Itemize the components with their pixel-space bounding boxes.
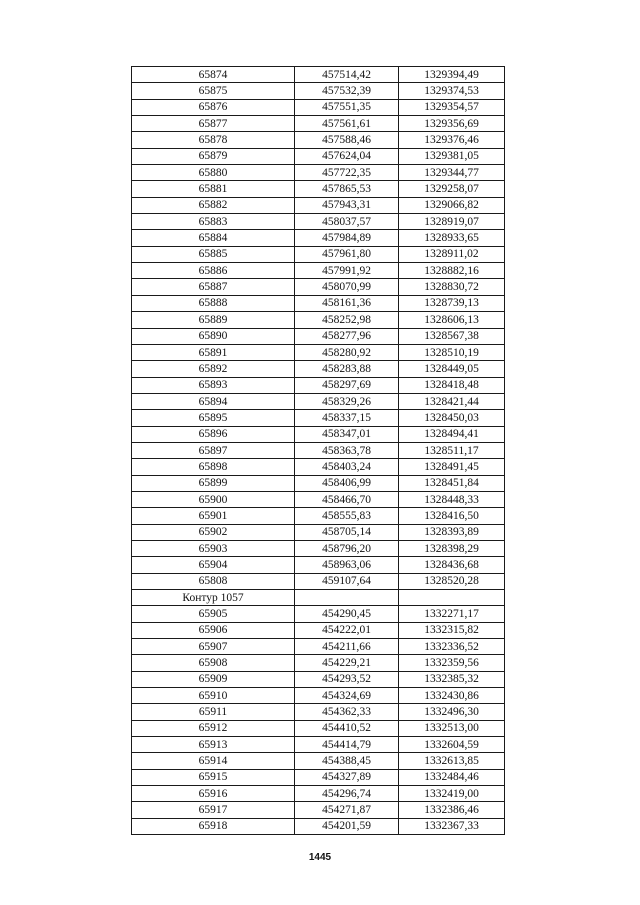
- y-coordinate-cell: 1332336,52: [399, 639, 505, 655]
- y-coordinate-cell: 1328451,84: [399, 475, 505, 491]
- table-row: [132, 116, 505, 132]
- table-row: [132, 344, 505, 360]
- x-coordinate-cell: 458277,96: [295, 328, 399, 344]
- x-coordinate-cell: 457961,80: [295, 246, 399, 262]
- table-row: [132, 393, 505, 409]
- y-coordinate-cell: 1328830,72: [399, 279, 505, 295]
- point-number-cell: 65889: [132, 312, 295, 328]
- y-coordinate-cell: 1328911,02: [399, 246, 505, 262]
- point-number-cell: 65901: [132, 508, 295, 524]
- point-number-cell: 65910: [132, 688, 295, 704]
- table-row: [132, 639, 505, 655]
- table-row: [132, 83, 505, 99]
- x-coordinate-cell: 458037,57: [295, 214, 399, 230]
- table-row: [132, 491, 505, 507]
- y-coordinate-cell: 1329066,82: [399, 197, 505, 213]
- point-number-cell: 65880: [132, 165, 295, 181]
- table-row: [132, 214, 505, 230]
- point-number-cell: 65881: [132, 181, 295, 197]
- point-number-cell: 65882: [132, 197, 295, 213]
- table-row: [132, 688, 505, 704]
- y-coordinate-cell: 1329354,57: [399, 99, 505, 115]
- table-row: [132, 246, 505, 262]
- y-coordinate-cell: 1328520,28: [399, 573, 505, 589]
- table-row: [132, 132, 505, 148]
- point-number-cell: 65917: [132, 802, 295, 818]
- table-row: [132, 786, 505, 802]
- y-coordinate-cell: 1328491,45: [399, 459, 505, 475]
- y-coordinate-cell: 1329344,77: [399, 165, 505, 181]
- point-number-cell: 65877: [132, 116, 295, 132]
- point-number-cell: 65915: [132, 769, 295, 785]
- table-row: [132, 475, 505, 491]
- x-coordinate-cell: 458283,88: [295, 361, 399, 377]
- point-number-cell: 65808: [132, 573, 295, 589]
- point-number-cell: 65903: [132, 540, 295, 556]
- x-coordinate-cell: 454290,45: [295, 606, 399, 622]
- y-coordinate-cell: 1332359,56: [399, 655, 505, 671]
- y-coordinate-cell: 1332386,46: [399, 802, 505, 818]
- x-coordinate-cell: 454211,66: [295, 639, 399, 655]
- point-number-cell: 65888: [132, 295, 295, 311]
- point-number-cell: 65909: [132, 671, 295, 687]
- coordinates-table-body: [132, 67, 505, 835]
- x-coordinate-cell: 454324,69: [295, 688, 399, 704]
- point-number-cell: 65878: [132, 132, 295, 148]
- point-number-cell: 65892: [132, 361, 295, 377]
- y-coordinate-cell: 1332430,86: [399, 688, 505, 704]
- x-coordinate-cell: 454362,33: [295, 704, 399, 720]
- table-row: [132, 459, 505, 475]
- x-coordinate-cell: 454414,79: [295, 737, 399, 753]
- point-number-cell: 65907: [132, 639, 295, 655]
- table-row: [132, 197, 505, 213]
- y-coordinate-cell: 1328739,13: [399, 295, 505, 311]
- x-coordinate-cell: 458403,24: [295, 459, 399, 475]
- table-row: [132, 671, 505, 687]
- x-coordinate-cell: 457984,89: [295, 230, 399, 246]
- x-coordinate-cell: 458796,20: [295, 540, 399, 556]
- table-row: [132, 573, 505, 589]
- x-coordinate-cell: 457624,04: [295, 148, 399, 164]
- x-coordinate-cell: 454327,89: [295, 769, 399, 785]
- table-row: [132, 524, 505, 540]
- point-number-cell: 65911: [132, 704, 295, 720]
- point-number-cell: 65891: [132, 344, 295, 360]
- point-number-cell: 65916: [132, 786, 295, 802]
- point-number-cell: 65879: [132, 148, 295, 164]
- section-label: Контур 1057: [132, 590, 295, 606]
- table-row: [132, 263, 505, 279]
- table-row: [132, 508, 505, 524]
- section-empty-y: [399, 590, 505, 606]
- table-row: [132, 606, 505, 622]
- x-coordinate-cell: 457943,31: [295, 197, 399, 213]
- x-coordinate-cell: 458363,78: [295, 442, 399, 458]
- x-coordinate-cell: 458329,26: [295, 393, 399, 409]
- point-number-cell: 65874: [132, 67, 295, 83]
- y-coordinate-cell: 1328919,07: [399, 214, 505, 230]
- x-coordinate-cell: 458555,83: [295, 508, 399, 524]
- table-row: [132, 426, 505, 442]
- x-coordinate-cell: 459107,64: [295, 573, 399, 589]
- x-coordinate-cell: 454229,21: [295, 655, 399, 671]
- table-row: [132, 148, 505, 164]
- table-row: [132, 737, 505, 753]
- x-coordinate-cell: 454293,52: [295, 671, 399, 687]
- y-coordinate-cell: 1332419,00: [399, 786, 505, 802]
- table-row: [132, 769, 505, 785]
- point-number-cell: 65893: [132, 377, 295, 393]
- point-number-cell: 65905: [132, 606, 295, 622]
- point-number-cell: 65887: [132, 279, 295, 295]
- y-coordinate-cell: 1328436,68: [399, 557, 505, 573]
- x-coordinate-cell: 457514,42: [295, 67, 399, 83]
- y-coordinate-cell: 1328494,41: [399, 426, 505, 442]
- point-number-cell: 65908: [132, 655, 295, 671]
- table-row: [132, 230, 505, 246]
- x-coordinate-cell: 454410,52: [295, 720, 399, 736]
- x-coordinate-cell: 458466,70: [295, 491, 399, 507]
- y-coordinate-cell: 1329376,46: [399, 132, 505, 148]
- x-coordinate-cell: 454388,45: [295, 753, 399, 769]
- y-coordinate-cell: 1332513,00: [399, 720, 505, 736]
- table-row: [132, 99, 505, 115]
- y-coordinate-cell: 1332367,33: [399, 818, 505, 834]
- y-coordinate-cell: 1328510,19: [399, 344, 505, 360]
- x-coordinate-cell: 458161,36: [295, 295, 399, 311]
- point-number-cell: 65899: [132, 475, 295, 491]
- y-coordinate-cell: 1328416,50: [399, 508, 505, 524]
- table-row: [132, 361, 505, 377]
- y-coordinate-cell: 1329374,53: [399, 83, 505, 99]
- table-row: [132, 818, 505, 834]
- x-coordinate-cell: 454296,74: [295, 786, 399, 802]
- x-coordinate-cell: 457588,46: [295, 132, 399, 148]
- point-number-cell: 65885: [132, 246, 295, 262]
- point-number-cell: 65918: [132, 818, 295, 834]
- y-coordinate-cell: 1332315,82: [399, 622, 505, 638]
- x-coordinate-cell: 458963,06: [295, 557, 399, 573]
- y-coordinate-cell: 1332385,32: [399, 671, 505, 687]
- x-coordinate-cell: 458705,14: [295, 524, 399, 540]
- x-coordinate-cell: 457532,39: [295, 83, 399, 99]
- x-coordinate-cell: 454271,87: [295, 802, 399, 818]
- y-coordinate-cell: 1332271,17: [399, 606, 505, 622]
- table-row: [132, 655, 505, 671]
- point-number-cell: 65875: [132, 83, 295, 99]
- table-row: [132, 753, 505, 769]
- y-coordinate-cell: 1328567,38: [399, 328, 505, 344]
- point-number-cell: 65883: [132, 214, 295, 230]
- y-coordinate-cell: 1329381,05: [399, 148, 505, 164]
- point-number-cell: 65898: [132, 459, 295, 475]
- point-number-cell: 65897: [132, 442, 295, 458]
- section-empty-x: [295, 590, 399, 606]
- x-coordinate-cell: 457991,92: [295, 263, 399, 279]
- x-coordinate-cell: 458406,99: [295, 475, 399, 491]
- x-coordinate-cell: 457551,35: [295, 99, 399, 115]
- point-number-cell: 65900: [132, 491, 295, 507]
- table-row: [132, 540, 505, 556]
- x-coordinate-cell: 457865,53: [295, 181, 399, 197]
- x-coordinate-cell: 458297,69: [295, 377, 399, 393]
- table-row: [132, 295, 505, 311]
- point-number-cell: 65895: [132, 410, 295, 426]
- table-row: [132, 622, 505, 638]
- point-number-cell: 65906: [132, 622, 295, 638]
- x-coordinate-cell: 458280,92: [295, 344, 399, 360]
- table-row: [132, 720, 505, 736]
- table-row: [132, 802, 505, 818]
- x-coordinate-cell: 454222,01: [295, 622, 399, 638]
- table-row: [132, 442, 505, 458]
- point-number-cell: 65896: [132, 426, 295, 442]
- y-coordinate-cell: 1328448,33: [399, 491, 505, 507]
- point-number-cell: 65894: [132, 393, 295, 409]
- y-coordinate-cell: 1332484,46: [399, 769, 505, 785]
- x-coordinate-cell: 458070,99: [295, 279, 399, 295]
- page-number: 1445: [308, 852, 332, 863]
- table-row: [132, 410, 505, 426]
- table-row: [132, 165, 505, 181]
- y-coordinate-cell: 1328933,65: [399, 230, 505, 246]
- table-row: [132, 557, 505, 573]
- y-coordinate-cell: 1332604,59: [399, 737, 505, 753]
- y-coordinate-cell: 1328418,48: [399, 377, 505, 393]
- point-number-cell: 65914: [132, 753, 295, 769]
- point-number-cell: 65902: [132, 524, 295, 540]
- x-coordinate-cell: 458337,15: [295, 410, 399, 426]
- point-number-cell: 65904: [132, 557, 295, 573]
- table-row: [132, 377, 505, 393]
- table-row: [132, 279, 505, 295]
- y-coordinate-cell: 1332613,85: [399, 753, 505, 769]
- x-coordinate-cell: 458252,98: [295, 312, 399, 328]
- point-number-cell: 65912: [132, 720, 295, 736]
- table-row: [132, 328, 505, 344]
- point-number-cell: 65913: [132, 737, 295, 753]
- y-coordinate-cell: 1328398,29: [399, 540, 505, 556]
- section-header-row: [132, 590, 505, 606]
- y-coordinate-cell: 1328449,05: [399, 361, 505, 377]
- x-coordinate-cell: 454201,59: [295, 818, 399, 834]
- point-number-cell: 65890: [132, 328, 295, 344]
- y-coordinate-cell: 1328882,16: [399, 263, 505, 279]
- x-coordinate-cell: 457561,61: [295, 116, 399, 132]
- x-coordinate-cell: 457722,35: [295, 165, 399, 181]
- point-number-cell: 65884: [132, 230, 295, 246]
- y-coordinate-cell: 1328511,17: [399, 442, 505, 458]
- y-coordinate-cell: 1328450,03: [399, 410, 505, 426]
- table-row: [132, 704, 505, 720]
- coordinates-table: [131, 66, 505, 835]
- point-number-cell: 65886: [132, 263, 295, 279]
- y-coordinate-cell: 1329356,69: [399, 116, 505, 132]
- y-coordinate-cell: 1328393,89: [399, 524, 505, 540]
- table-row: [132, 312, 505, 328]
- y-coordinate-cell: 1328421,44: [399, 393, 505, 409]
- y-coordinate-cell: 1329394,49: [399, 67, 505, 83]
- y-coordinate-cell: 1328606,13: [399, 312, 505, 328]
- table-row: [132, 67, 505, 83]
- table-row: [132, 181, 505, 197]
- y-coordinate-cell: 1332496,30: [399, 704, 505, 720]
- x-coordinate-cell: 458347,01: [295, 426, 399, 442]
- y-coordinate-cell: 1329258,07: [399, 181, 505, 197]
- point-number-cell: 65876: [132, 99, 295, 115]
